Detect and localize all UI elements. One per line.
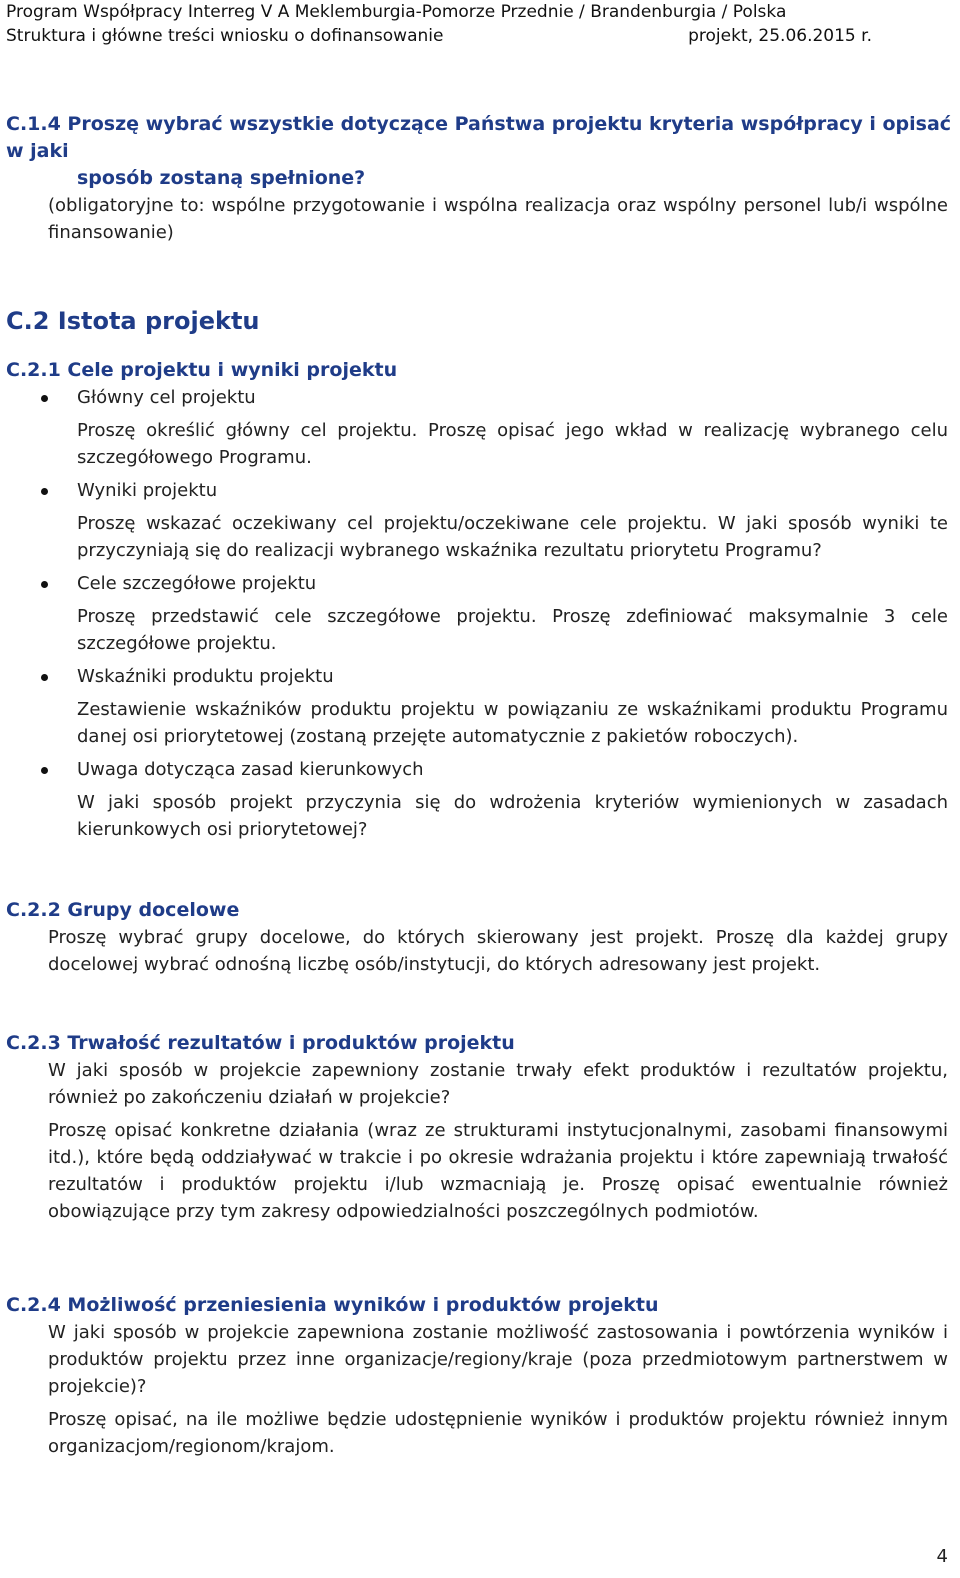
list-item-text: Proszę określić główny cel projektu. Proszę opisać jego wkład w realizację wybranego celu szczegółowego Programu. bbox=[77, 420, 948, 468]
bullet-icon bbox=[41, 674, 48, 681]
page-number: 4 bbox=[936, 1546, 948, 1567]
section-c24-heading: C.2.4 Możliwość przeniesienia wyników i produktów projektu bbox=[6, 1294, 659, 1316]
list-item-text: Zestawienie wskaźników produktu projektu w powiązaniu ze wskaźnikami produktu Programu danej osi priorytetowej (zostaną przejęte automatycznie z pakietów roboczych). bbox=[77, 699, 948, 747]
header-line-2 bbox=[6, 24, 946, 48]
list-item bbox=[0, 384, 960, 411]
section-c23-heading: C.2.3 Trwałość rezultatów i produktów projektu bbox=[6, 1032, 515, 1054]
section-c22-heading: C.2.2 Grupy docelowe bbox=[6, 899, 240, 921]
section-c23 bbox=[0, 1030, 960, 1225]
list-item-title: Główny cel projektu bbox=[77, 387, 256, 408]
section-c24-text1: W jaki sposób w projekcie zapewniona zostanie możliwość zastosowania i powtórzenia wyników i produktów projektu przez inne organizacje/regiony/kraje (poza przedmiotowym partnerstwem w projekcie)? bbox=[48, 1322, 948, 1397]
list-item-title: Uwaga dotycząca zasad kierunkowych bbox=[77, 759, 424, 780]
list-item-title: Wyniki projektu bbox=[77, 480, 218, 501]
program-title: Program Współpracy Interreg V A Meklemburgia-Pomorze Przednie / Brandenburgia / Polska bbox=[6, 2, 787, 22]
header-line-1 bbox=[6, 0, 946, 24]
bullet-icon bbox=[41, 395, 48, 402]
bullet-icon bbox=[41, 767, 48, 774]
section-c22 bbox=[0, 897, 960, 978]
list-item-title: Wskaźniki produktu projektu bbox=[77, 666, 334, 687]
list-item-text: W jaki sposób projekt przyczynia się do wdrożenia kryteriów wymienionych w zasadach kierunkowych osi priorytetowej? bbox=[77, 792, 948, 840]
section-c21-heading: C.2.1 Cele projektu i wyniki projektu bbox=[6, 359, 398, 381]
document-title: Struktura i główne treści wniosku o dofinansowanie bbox=[6, 26, 444, 46]
list-item-title: Cele szczegółowe projektu bbox=[77, 573, 317, 594]
bullet-icon bbox=[41, 488, 48, 495]
section-c24-text2: Proszę opisać, na ile możliwe będzie udostępnienie wyników i produktów projektu również innym organizacjom/regionom/krajom. bbox=[48, 1409, 948, 1457]
list-item-text: Proszę wskazać oczekiwany cel projektu/oczekiwane cele projektu. W jaki sposób wyniki te przyczyniają się do realizacji wybranego wskaźnika rezultatu priorytetu Programu? bbox=[77, 513, 948, 561]
section-c21 bbox=[0, 357, 960, 843]
page-header bbox=[6, 0, 946, 48]
section-c23-text2: Proszę opisać konkretne działania (wraz ze strukturami instytucjonalnymi, zasobami finansowymi itd.), które będą oddziaływać w trakcie i po okresie wdrażania projektu i które zapewniają trwałość rezultatów i produktów projektu i/lub wzmacniają je. Proszę opisać ewentualnie również obowiązujące przy tym zakresy odpowiedzialności poszczególnych podmiotów. bbox=[48, 1120, 948, 1222]
section-c14-heading-line2: sposób zostaną spełnione? bbox=[77, 167, 366, 189]
list-item bbox=[0, 663, 960, 690]
section-c14-heading-line1: C.1.4 Proszę wybrać wszystkie dotyczące Państwa projektu kryteria współpracy i opisać w jaki bbox=[6, 113, 952, 162]
list-item bbox=[0, 570, 960, 597]
section-c14 bbox=[0, 111, 960, 246]
section-c2 bbox=[0, 305, 960, 337]
document-date: projekt, 25.06.2015 r. bbox=[688, 26, 872, 46]
section-c24 bbox=[0, 1292, 960, 1460]
list-item-text: Proszę przedstawić cele szczegółowe projektu. Proszę zdefiniować maksymalnie 3 cele szczegółowe projektu. bbox=[77, 606, 948, 654]
list-item bbox=[0, 477, 960, 504]
list-item bbox=[0, 756, 960, 783]
section-c23-text1: W jaki sposób w projekcie zapewniony zostanie trwały efekt produktów i rezultatów projektu, również po zakończeniu działań w projekcie? bbox=[48, 1060, 948, 1108]
section-c2-heading-text: C.2 Istota projektu bbox=[6, 307, 260, 335]
section-c2-heading bbox=[6, 305, 960, 337]
section-c22-text: Proszę wybrać grupy docelowe, do których skierowany jest projekt. Proszę dla każdej grupy docelowej wybrać odnośną liczbę osób/instytucji, do których adresowany jest projekt. bbox=[48, 927, 948, 975]
section-c14-note: (obligatoryjne to: wspólne przygotowanie i wspólna realizacja oraz wspólny personel lub/i wspólne finansowanie) bbox=[48, 195, 948, 243]
bullet-icon bbox=[41, 581, 48, 588]
